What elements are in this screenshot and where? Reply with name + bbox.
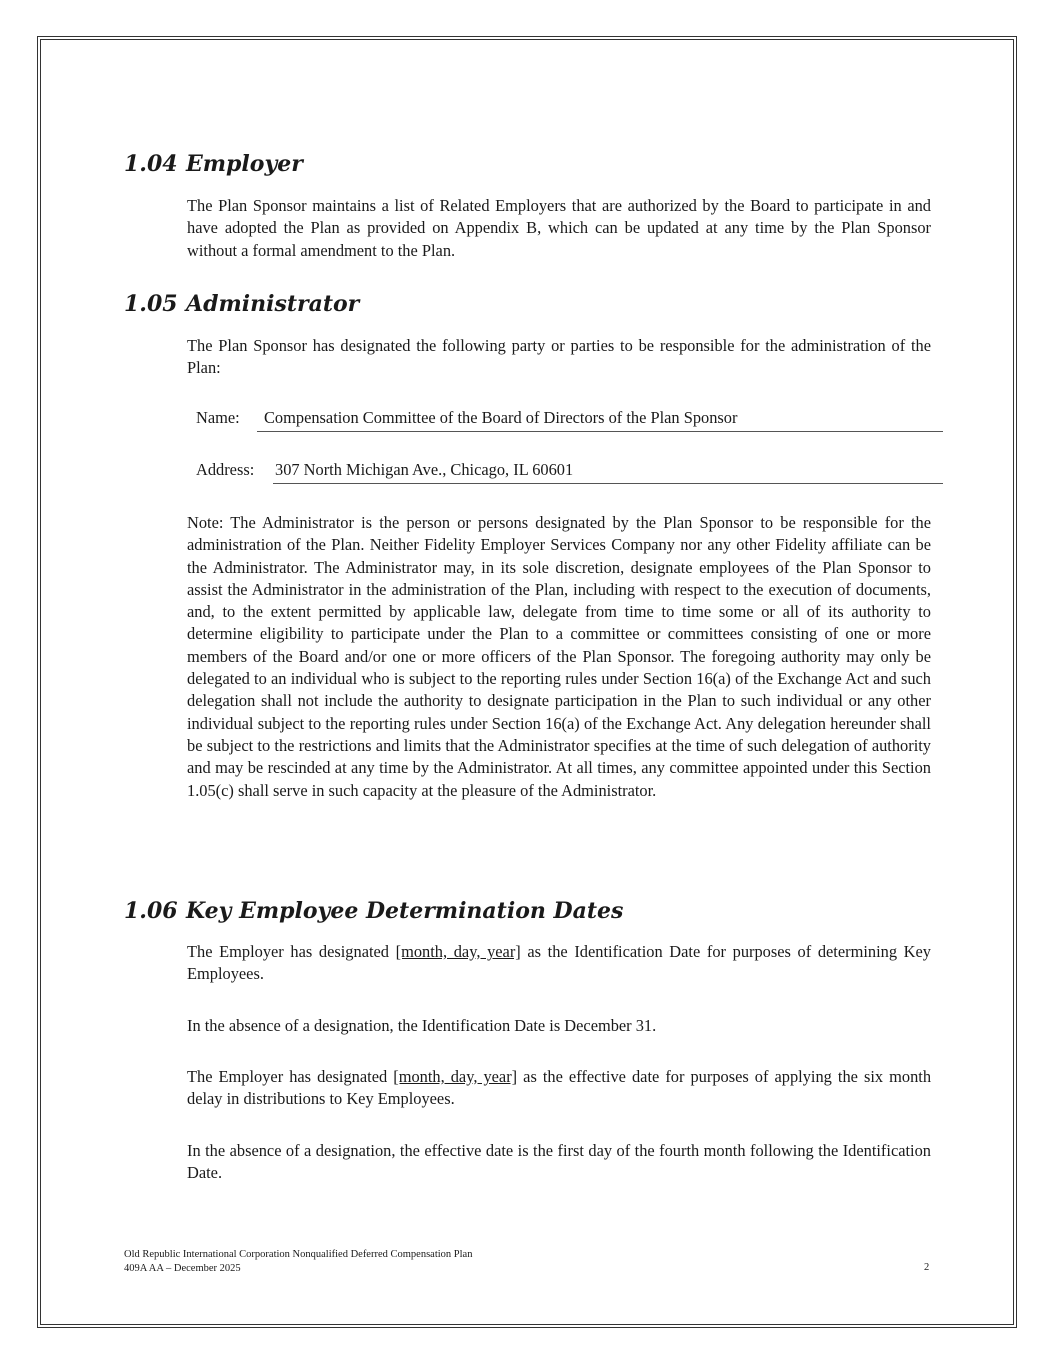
administrator-name-field bbox=[196, 408, 943, 434]
section-number: 1.04 bbox=[124, 151, 178, 177]
footer-version: 409A AA – December 2025 bbox=[124, 1262, 241, 1274]
effective-date-paragraph bbox=[187, 1066, 931, 1111]
footer bbox=[124, 1248, 472, 1275]
effective-default-paragraph: In the absence of a designation, the effective date is the first day of the fourth month following the Identification Date. bbox=[187, 1141, 931, 1183]
section-heading-1-06 bbox=[124, 898, 623, 924]
footer-plan-name: Old Republic International Corporation Nonqualified Deferred Compensation Plan bbox=[124, 1249, 473, 1260]
identification-date-paragraph bbox=[187, 941, 931, 986]
section-title: Administrator bbox=[186, 291, 360, 317]
section-1-04-paragraph: The Plan Sponsor maintains a list of Related Employers that are authorized by the Board to participate in and have adopted the Plan as provided on Appendix B, which can be updated at any time by the Plan Sponsor without a formal amendment to the Plan. bbox=[187, 196, 931, 260]
text: The Employer has designated bbox=[187, 942, 396, 961]
name-label: Name: bbox=[196, 408, 240, 427]
section-heading-1-05 bbox=[124, 291, 359, 317]
section-title: Key Employee Determination Dates bbox=[186, 898, 624, 924]
address-value: 307 North Michigan Ave., Chicago, IL 60601 bbox=[275, 460, 574, 479]
address-label: Address: bbox=[196, 460, 255, 479]
text: as the effective date for purposes of applying the six month delay in distributions to Key Employees. bbox=[187, 1067, 932, 1109]
identification-default-paragraph: In the absence of a designation, the Identification Date is December 31. bbox=[187, 1016, 657, 1035]
text: as the Identification Date for purposes of determining Key Employees. bbox=[187, 942, 931, 984]
text: The Employer has designated bbox=[187, 1067, 394, 1086]
section-number: 1.06 bbox=[124, 898, 178, 924]
section-number: 1.05 bbox=[124, 291, 178, 317]
section-1-05-intro: The Plan Sponsor has designated the following party or parties to be responsible for the administration of the Plan: bbox=[187, 336, 931, 378]
administrator-address-field bbox=[196, 460, 943, 486]
name-value: Compensation Committee of the Board of Directors of the Plan Sponsor bbox=[264, 408, 738, 427]
effective-date-blank: [month, day, year] bbox=[393, 1067, 518, 1086]
section-title: Employer bbox=[186, 151, 303, 177]
section-1-05-note: Note: The Administrator is the person or persons designated by the Plan Sponsor to be responsible for the administration of the Plan. Neither Fidelity Employer Services Company nor any other Fidelity affiliate can be the Administrator. The Administrator may, in its sole discretion, designate employees of the Plan Sponsor to assist the Administrator in the administration of the Plan, including with respect to the execution of documents, and, to the extent permitted by applicable law, delegate from time to time some or all of its authority to determine eligibility to participate under the Plan to a committee or committees consisting of one or more members of the Board and/or one or more officers of the Plan Sponsor. The foregoing authority may only be delegated to an individual who is subject to the reporting rules under Section 16(a) of the Exchange Act and such delegation shall not include the authority to designate participation in the Plan to such individual or any other individual subject to the reporting rules under Section 16(a) of the Exchange Act. Any delegation hereunder shall be subject to the restrictions and limits that the Administrator specifies at the time of such delegation of authority and may be rescinded at any time by the Administrator. At all times, any committee appointed under this Section 1.05(c) shall serve in such capacity at the pleasure of the Administrator. bbox=[187, 513, 931, 800]
page-number: 2 bbox=[924, 1262, 930, 1273]
identification-date-blank: [month, day, year] bbox=[395, 942, 521, 961]
section-heading-1-04 bbox=[124, 151, 303, 177]
